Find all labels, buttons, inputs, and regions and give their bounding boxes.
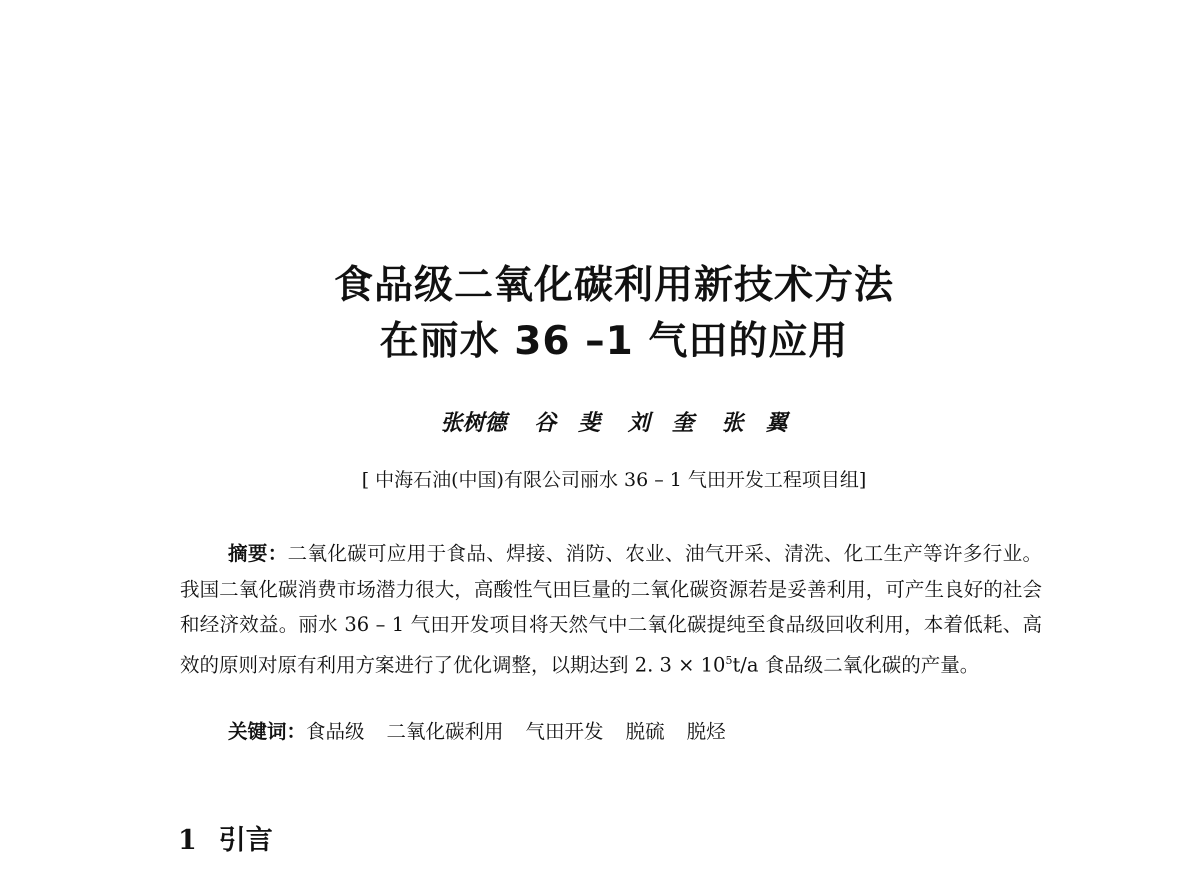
keyword: 脱烃 bbox=[686, 720, 726, 743]
section-number: 1 bbox=[178, 825, 197, 856]
keyword: 食品级 bbox=[306, 720, 365, 743]
keyword: 脱硫 bbox=[625, 720, 665, 743]
author-list bbox=[0, 406, 1198, 437]
abstract-paragraph bbox=[180, 536, 1042, 683]
keywords-label: 关键词： bbox=[228, 720, 307, 743]
abstract-text: 二氧化碳可应用于食品、焊接、消防、农业、油气开采、清洗、化工生产等许多行业。我国二氧化碳消费市场潜力很大，高酸性气田巨量的二氧化碳资源若是妥善利用，可产生良好的社会和经济效益。丽水 36 – 1 气田开发项目将天然气中二氧化碳提纯至食品级回收利用，本着低耗、高效的原则对原有利用方案进行了优化调整，以期达到 2. 3 × 10 bbox=[180, 542, 1042, 676]
keyword: 气田开发 bbox=[525, 720, 604, 743]
paper-title bbox=[0, 258, 1198, 370]
keyword: 二氧化碳利用 bbox=[386, 720, 504, 743]
section-heading bbox=[178, 818, 273, 857]
author-name: 谷 斐 bbox=[534, 410, 601, 436]
affiliation: [ 中海石油(中国)有限公司丽水 36 – 1 气田开发工程项目组] bbox=[361, 469, 867, 491]
title-line-2: 在丽水 36 –1 气田的应用 bbox=[379, 319, 849, 364]
abstract bbox=[180, 536, 1042, 683]
author-name: 张树德 bbox=[440, 410, 507, 436]
author-name: 张 翼 bbox=[721, 410, 788, 436]
author-name: 刘 奎 bbox=[627, 410, 694, 436]
title-line-1: 食品级二氧化碳利用新技术方法 bbox=[333, 263, 894, 308]
abstract-text-end: t/a 食品级二氧化碳的产量。 bbox=[732, 653, 980, 676]
abstract-exponent: 5 bbox=[725, 653, 733, 667]
keywords bbox=[228, 716, 748, 744]
section-title: 引言 bbox=[218, 825, 273, 856]
abstract-label: 摘要： bbox=[228, 542, 288, 565]
